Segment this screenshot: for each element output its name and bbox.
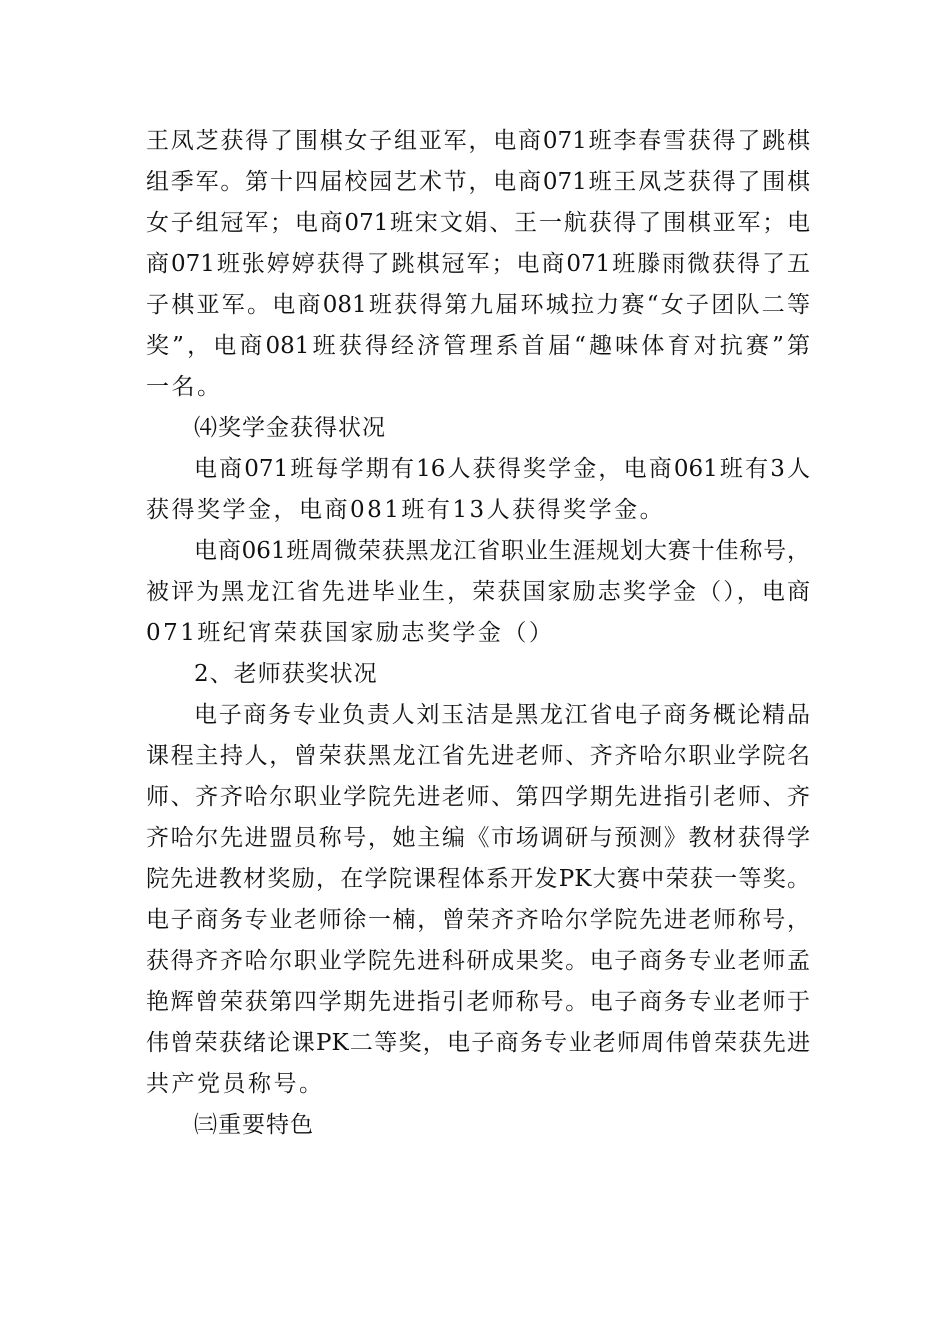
section-heading: ⑷奖学金获得状况: [194, 415, 386, 441]
body-text-line: 子棋亚军。电商081班获得第九届环城拉力赛“女子团队二等: [146, 292, 810, 318]
body-text-line: 被评为黑龙江省先进毕业生，荣获国家励志奖学金（），电商: [146, 579, 810, 605]
body-text-line: 电子商务专业负责人刘玉洁是黑龙江省电子商务概论精品: [194, 702, 810, 728]
body-text-line: 电商071班每学期有16人获得奖学金，电商061班有3人: [194, 456, 810, 482]
body-text-line: 王凤芝获得了围棋女子组亚军，电商071班李春雪获得了跳棋: [146, 128, 810, 154]
body-text-line: 师、齐齐哈尔职业学院先进老师、第四学期先进指引老师、齐: [146, 784, 810, 810]
body-text-line: 获得奖学金，电商081班有13人获得奖学金。: [146, 497, 666, 523]
body-text-line: 艳辉曾荣获第四学期先进指引老师称号。电子商务专业老师于: [146, 989, 810, 1015]
body-text-line: 课程主持人，曾荣获黑龙江省先进老师、齐齐哈尔职业学院名: [146, 743, 810, 769]
body-text-line: 伟曾荣获绪论课PK二等奖，电子商务专业老师周伟曾荣获先进: [146, 1030, 810, 1056]
body-text-line: 奖”，电商081班获得经济管理系首届“趣味体育对抗赛”第: [146, 333, 810, 359]
body-text-line: 共产党员称号。: [146, 1071, 325, 1097]
section-heading: ㈢重要特色: [194, 1112, 314, 1138]
body-text-line: 电子商务专业老师徐一楠，曾荣齐齐哈尔学院先进老师称号，: [146, 907, 810, 933]
body-text-line: 组季军。第十四届校园艺术节，电商071班王凤芝获得了围棋: [146, 169, 810, 195]
body-text-line: 女子组冠军；电商071班宋文娟、王一航获得了围棋亚军；电: [146, 210, 810, 236]
body-text-line: 电商061班周微荣获黑龙江省职业生涯规划大赛十佳称号，: [194, 538, 810, 564]
body-text-line: 院先进教材奖励，在学院课程体系开发PK大赛中荣获一等奖。: [146, 866, 810, 892]
body-text-line: 071班纪宵荣获国家励志奖学金（）: [146, 620, 555, 646]
body-text-line: 一名。: [146, 374, 223, 400]
section-heading: 2、老师获奖状况: [194, 661, 378, 687]
body-text-line: 获得齐齐哈尔职业学院先进科研成果奖。电子商务专业老师孟: [146, 948, 810, 974]
body-text-line: 齐哈尔先进盟员称号，她主编《市场调研与预测》教材获得学: [146, 825, 810, 851]
body-text-line: 商071班张婷婷获得了跳棋冠军；电商071班滕雨微获得了五: [146, 251, 810, 277]
